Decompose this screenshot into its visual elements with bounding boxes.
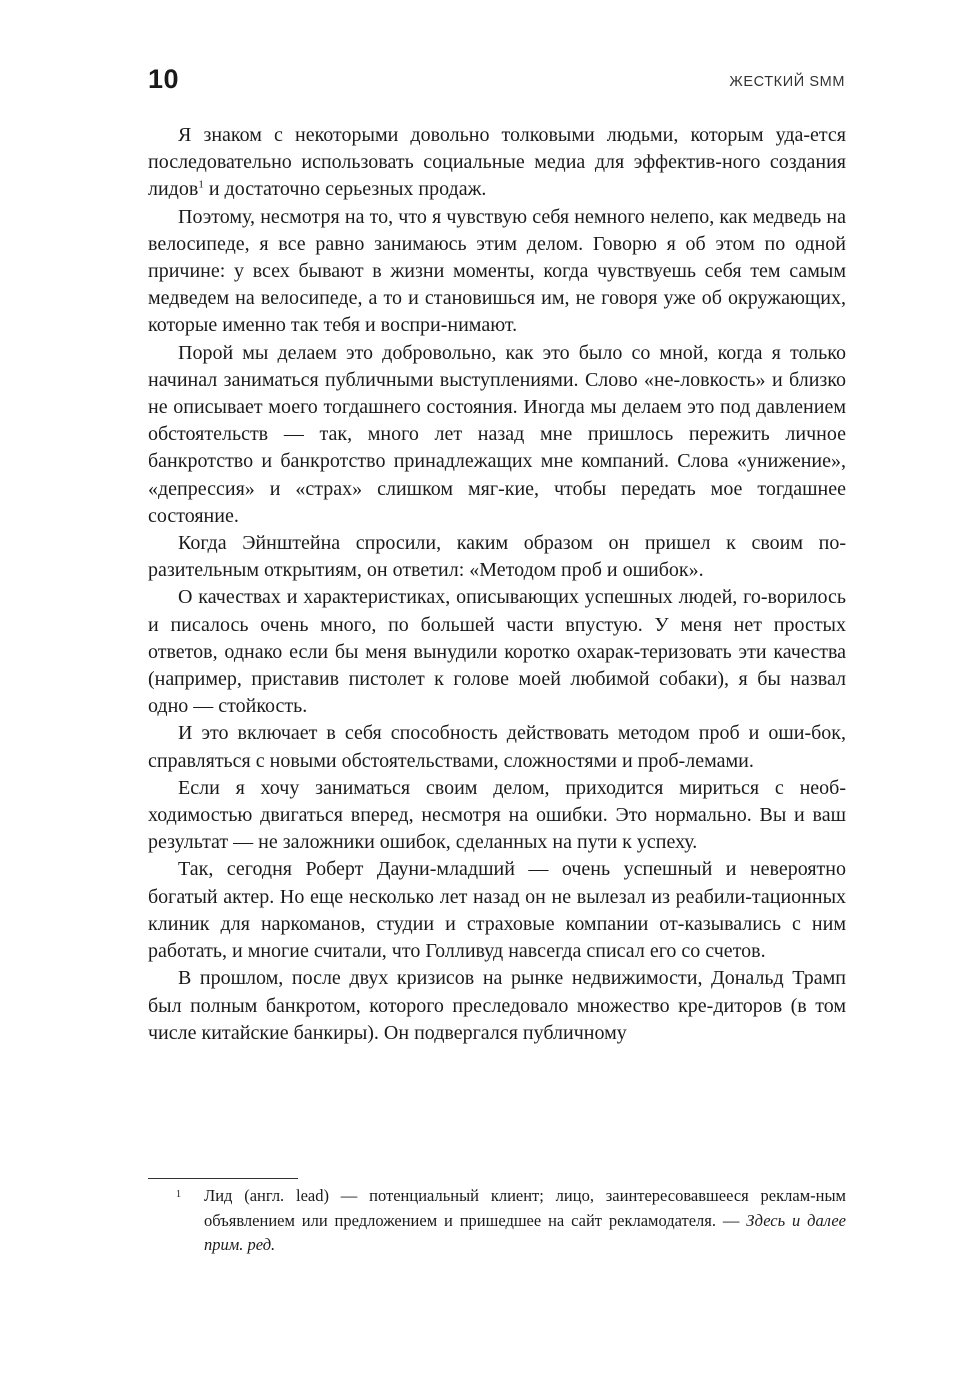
paragraph: Когда Эйнштейна спросили, каким образом он пришел к своим по-разительным открытиям, он ответил: «Методом проб и ошибок». xyxy=(148,532,846,582)
paragraph: В прошлом, после двух кризисов на рынке недвижимости, Дональд Трамп был полным банкротом, которого преследовало множество кре-диторов (в том числе китайские банкиры). Он подвергался публичному xyxy=(148,967,846,1044)
footnote-reference[interactable]: 1 xyxy=(198,178,204,191)
paragraph: Поэтому, несмотря на то, что я чувствую себя немного нелепо, как медведь на велосипеде, я все равно занимаюсь этим делом. Говорю я об этом по одной причине: у всех бывают в жизни моменты, когда чувствуешь себя тем самым медведем на велосипеде, а то и становишься им, не говоря уже об окружающих, которые именно так тебя и воспри-нимают. xyxy=(148,205,846,337)
running-head: ЖЕСТКИЙ SMM xyxy=(729,74,845,90)
paragraph: Порой мы делаем это добровольно, как это было со мной, когда я только начинал заниматься публичными выступлениями. Слово «не-ловкость» и близко не описывает моего тогдашнего состояния. Иногда мы делаем это под давлением обстоятельств — так, много лет назад мне пришлось пережить личное банкротство и банкротство принадлежащих мне компаний. Слова «унижение», «депрессия» и «страх» слишком мяг-кие, чтобы передать мое тогдашнее состояние. xyxy=(148,341,846,527)
paragraph xyxy=(148,122,846,204)
paragraph: Если я хочу заниматься своим делом, приходится мириться с необ-ходимостью двигаться вперед, несмотря на ошибки. Это нормально. Вы и ваш результат — не заложники ошибок, сделанных на пути к успеху. xyxy=(148,776,846,854)
footnote-item xyxy=(148,1184,846,1258)
footnote xyxy=(148,1184,846,1258)
paragraph: И это включает в себя способность действовать методом проб и оши-бок, справляться с новыми обстоятельствами, сложностями и проб-лемами. xyxy=(148,722,846,772)
paragraph-text: и достаточно серьезных продаж. xyxy=(203,178,487,201)
page-number: 10 xyxy=(148,64,180,94)
footnote-divider xyxy=(148,1178,298,1179)
footnote-marker: 1 xyxy=(176,1189,181,1200)
paragraph: О качествах и характеристиках, описывающих успешных людей, го-ворилось и писалось очень много, по большей части впустую. У меня нет простых ответов, однако если бы меня вынудили коротко охарак-теризовать эти качества (например, приставив пистолет к голове моей любимой собаки), я бы назвал одно — стойкость. xyxy=(148,586,846,718)
body-text xyxy=(148,122,846,1047)
footnote-italic-note: Здесь и далее прим. ред. xyxy=(204,1210,846,1254)
paragraph: Так, сегодня Роберт Дауни-младший — очень успешный и невероятно богатый актер. Но еще несколько лет назад он не вылезал из реабили-тационных клиник для наркоманов, студии и страховые компании от-казывались с ним работать, и многие считали, что Голливуд навсегда списал его со счетов. xyxy=(148,858,846,963)
paragraph-text: Я знаком с некоторыми довольно толковыми людьми, которым уда-ется последовательно использовать социальные медиа для эффектив-ного создания лидов xyxy=(148,124,846,201)
footnote-text: Лид (англ. lead) — потенциальный клиент; лицо, заинтересовавшееся реклам-ным объявлением или предложением и пришедшее на сайт рекламодателя. — xyxy=(204,1186,846,1230)
